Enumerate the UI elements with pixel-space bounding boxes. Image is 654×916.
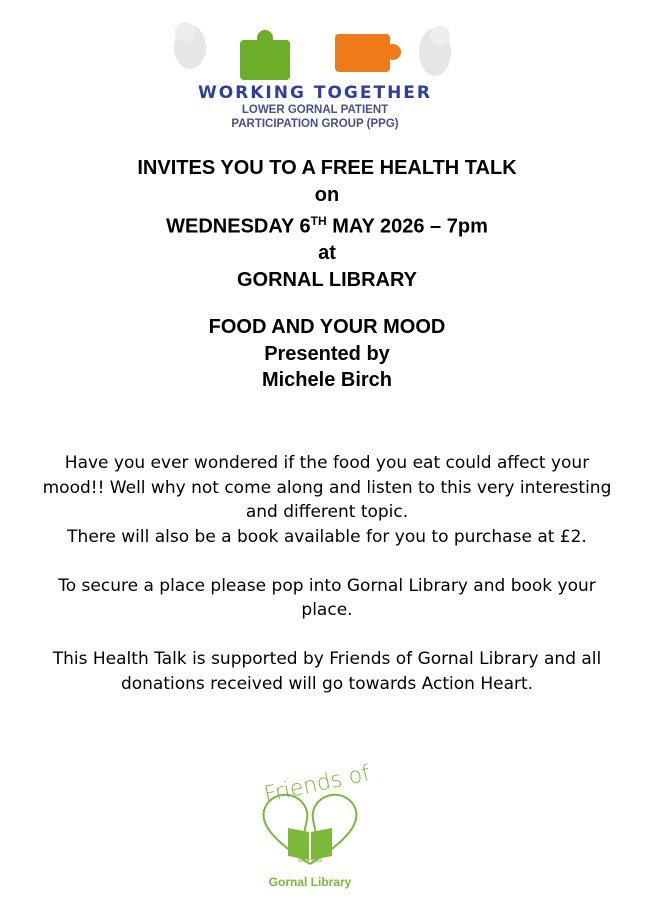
gornal-library-text: Gornal Library [268,875,352,889]
at-line: at [318,242,336,265]
logo-subtitle-1: LOWER GORNAL PATIENT [241,104,389,116]
logo-subtitle-2: PARTICIPATION GROUP (PPG) [231,118,399,130]
talk-block [0,314,654,394]
logo-title: WORKING TOGETHER [197,83,433,103]
friends-of-text: Friends of [261,761,373,808]
speaker: Michele Birch [261,369,393,391]
date-suffix: TH [310,214,327,228]
date-line [0,208,654,240]
paragraph-3: This Health Talk is supported by Friends of Gornal Library and all donations received will go towards Action Heart. [52,649,602,694]
paragraph-1: Have you ever wondered if the food you eat could affect your mood!! Well why not come along and listen to this very interesting and different topic. [42,453,612,522]
paragraph-2: To secure a place please pop into Gornal Library and book your place. [58,575,596,620]
friends-logo [245,761,375,897]
on-line: on [314,183,340,206]
paragraph-1b: There will also be a book available for you to purchase at £2. [67,526,587,547]
working-together-logo [150,22,480,134]
date-text: WEDNESDAY 6 [166,215,311,238]
invite-line: INVITES YOU TO A FREE HEALTH TALK [137,157,517,179]
presented-by: Presented by [264,342,390,365]
venue: GORNAL LIBRARY [237,268,417,291]
since-text: Since 2016 [297,858,323,864]
talk-title: FOOD AND YOUR MOOD [208,316,446,338]
puzzle-figures-icon [150,22,480,82]
invite-block [0,155,654,293]
date-time: MAY 2026 – 7pm [326,215,488,238]
description [40,451,614,721]
